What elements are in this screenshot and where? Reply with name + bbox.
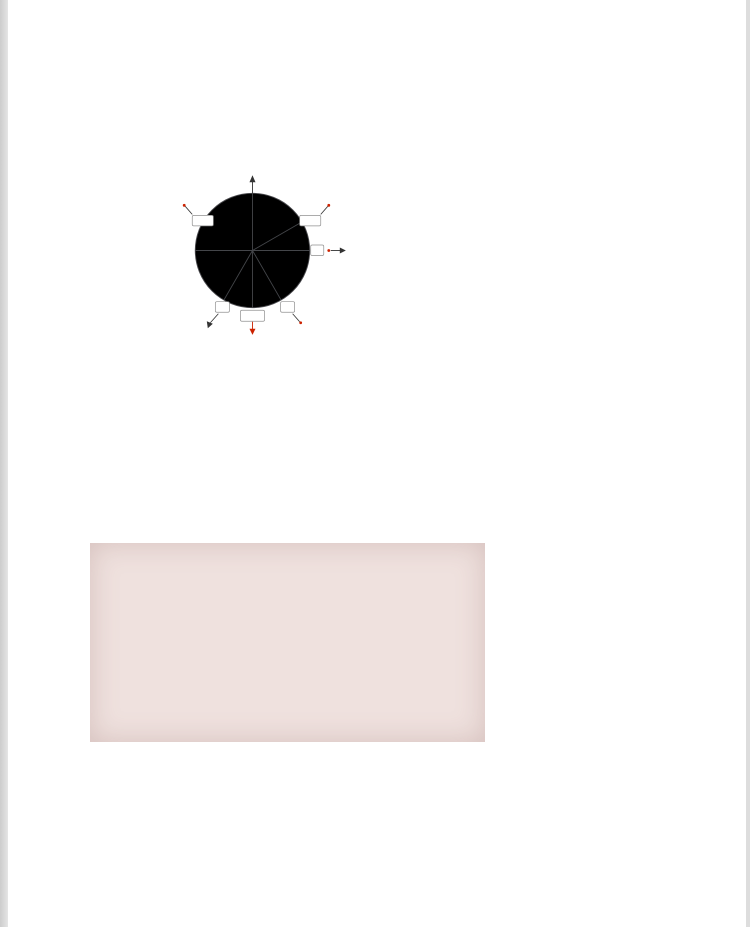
qrs-axis-diagram-svg (129, 160, 385, 346)
section-axis-deviation (91, 62, 676, 67)
arrowhead-right (340, 247, 346, 253)
arrowhead-avf (249, 329, 255, 335)
lead-box-i (311, 245, 324, 256)
ekg-photo (90, 543, 485, 742)
arrowhead-top (249, 175, 255, 182)
arrow-avr (185, 206, 192, 214)
arrow-avl (321, 206, 328, 214)
page-left-edge (0, 0, 8, 927)
arrow-ii (293, 314, 300, 322)
arrow-iii (210, 314, 218, 323)
subheading-lad (91, 350, 113, 366)
qrs-axis-diagram (129, 160, 385, 347)
ekg-photo-svg (90, 543, 485, 742)
lead-box-avf (240, 310, 264, 321)
arrow-tip-i (327, 249, 330, 252)
sector-rad (195, 250, 252, 307)
lead-box-avr (192, 215, 213, 226)
page-right-edge (746, 0, 750, 927)
arrow-tip-avl (327, 204, 330, 207)
lead-box-avl (300, 215, 321, 226)
arrow-tip-avr (183, 204, 186, 207)
lead-box-iii (215, 302, 229, 313)
arrowhead-iii (207, 321, 213, 328)
arrow-tip-ii (299, 321, 302, 324)
lead-box-ii (281, 302, 295, 313)
